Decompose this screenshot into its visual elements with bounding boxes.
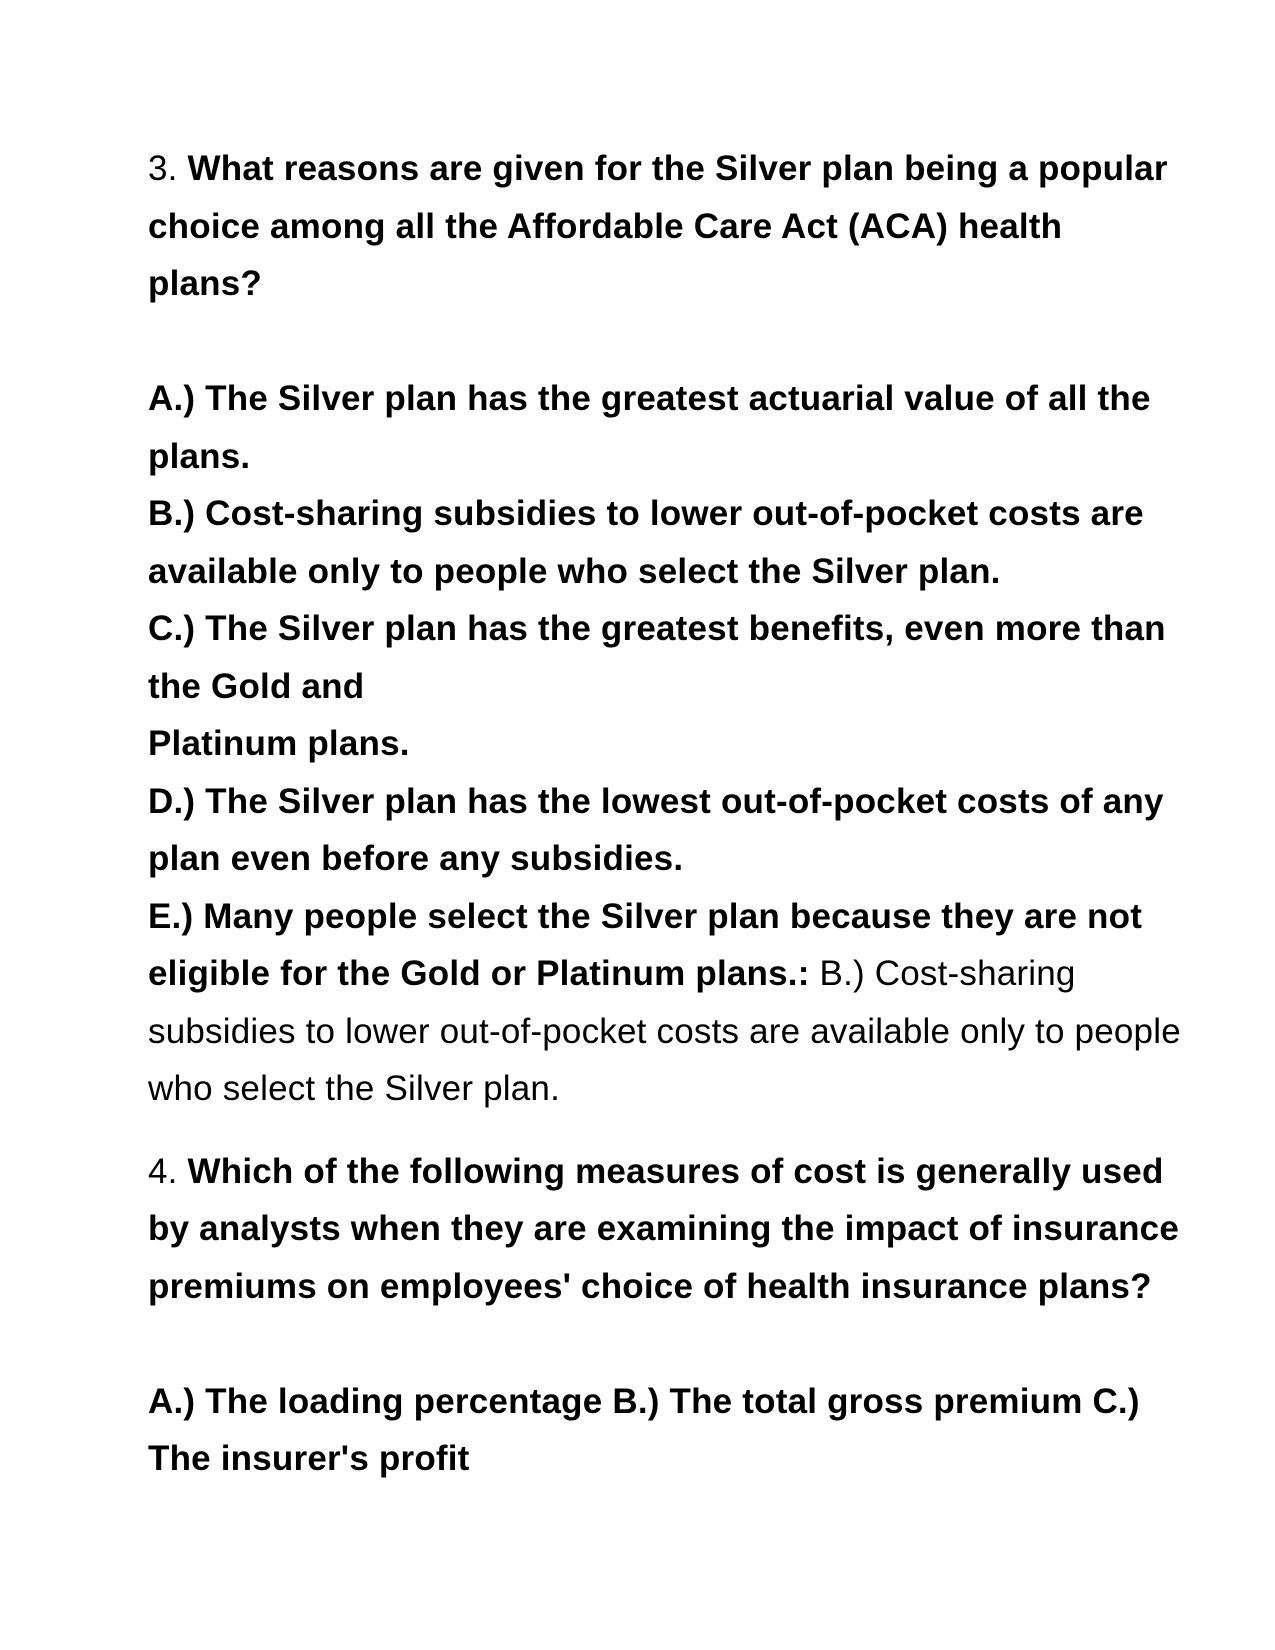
bold-text-segment: D.) The Silver plan has the lowest out-of-pocket costs of any [148, 781, 1164, 821]
text-line [148, 1430, 1175, 1488]
text-line [148, 1258, 1175, 1316]
blank-line-1 [148, 313, 1175, 371]
text-line [148, 1200, 1180, 1258]
text-line [148, 1143, 1175, 1201]
bold-text-segment: Platinum plans. [148, 724, 410, 763]
text-line [148, 600, 1175, 658]
text-line [148, 1373, 1175, 1431]
text-line [148, 370, 1175, 428]
bold-text-segment: plans. [148, 436, 251, 476]
text-line [148, 945, 1175, 1003]
text-line [148, 888, 1175, 946]
regular-text-segment: 3. [148, 149, 188, 188]
blank-line-2 [148, 1315, 1175, 1373]
text-line [148, 715, 1175, 773]
bold-text-segment: Which of the following measures of cost is generally used [187, 1151, 1164, 1191]
bold-text-segment: The insurer's profit [148, 1439, 470, 1478]
text-line [148, 830, 1175, 888]
text-line [148, 428, 1175, 486]
bold-text-segment: available only to people who select the Silver plan. [148, 551, 1001, 591]
bold-text-segment: eligible for the Gold or Platinum plans.: [148, 954, 810, 993]
bold-text-segment: premiums on employees' choice of health insurance plans? [148, 1266, 1152, 1306]
text-line [148, 658, 1175, 716]
text-line [148, 198, 1175, 256]
bold-text-segment: A.) The loading percentage B.) The total gross premium C.) [148, 1381, 1140, 1421]
question-4 [148, 1143, 1180, 1316]
bold-text-segment: the Gold and [148, 666, 365, 706]
text-line [148, 543, 1175, 601]
bold-text-segment: What reasons are given for the Silver plan being a popular [187, 149, 1168, 188]
bold-text-segment: choice among all the Affordable Care Act (ACA) health [148, 206, 1063, 246]
regular-text-segment: B.) Cost-sharing [809, 954, 1076, 993]
bold-text-segment: B.) Cost-sharing subsidies to lower out-of-pocket costs are [148, 494, 1144, 533]
bold-text-segment: by analysts when they are examining the impact of insurance [148, 1209, 1180, 1248]
question-3-options [148, 370, 1181, 1118]
text-line [148, 255, 1175, 313]
question-3 [148, 140, 1175, 313]
text-line [148, 1003, 1181, 1061]
question-4-options [148, 1373, 1175, 1488]
bold-text-segment: C.) The Silver plan has the greatest benefits, even more than [148, 609, 1166, 648]
regular-text-segment: 4. [148, 1151, 188, 1191]
regular-text-segment: subsidies to lower out-of-pocket costs are available only to people [148, 1011, 1181, 1051]
regular-text-segment: who select the Silver plan. [148, 1069, 561, 1108]
text-line [148, 140, 1175, 198]
text-line [148, 773, 1175, 831]
bold-text-segment: E.) Many people select the Silver plan because they are not [148, 896, 1143, 936]
bold-text-segment: A.) The Silver plan has the greatest actuarial value of all the [148, 379, 1151, 418]
bold-text-segment: plans? [148, 264, 262, 303]
text-line [148, 1060, 1175, 1118]
text-line [148, 485, 1175, 543]
bold-text-segment: plan even before any subsidies. [148, 839, 684, 878]
document-content [148, 140, 1181, 1488]
